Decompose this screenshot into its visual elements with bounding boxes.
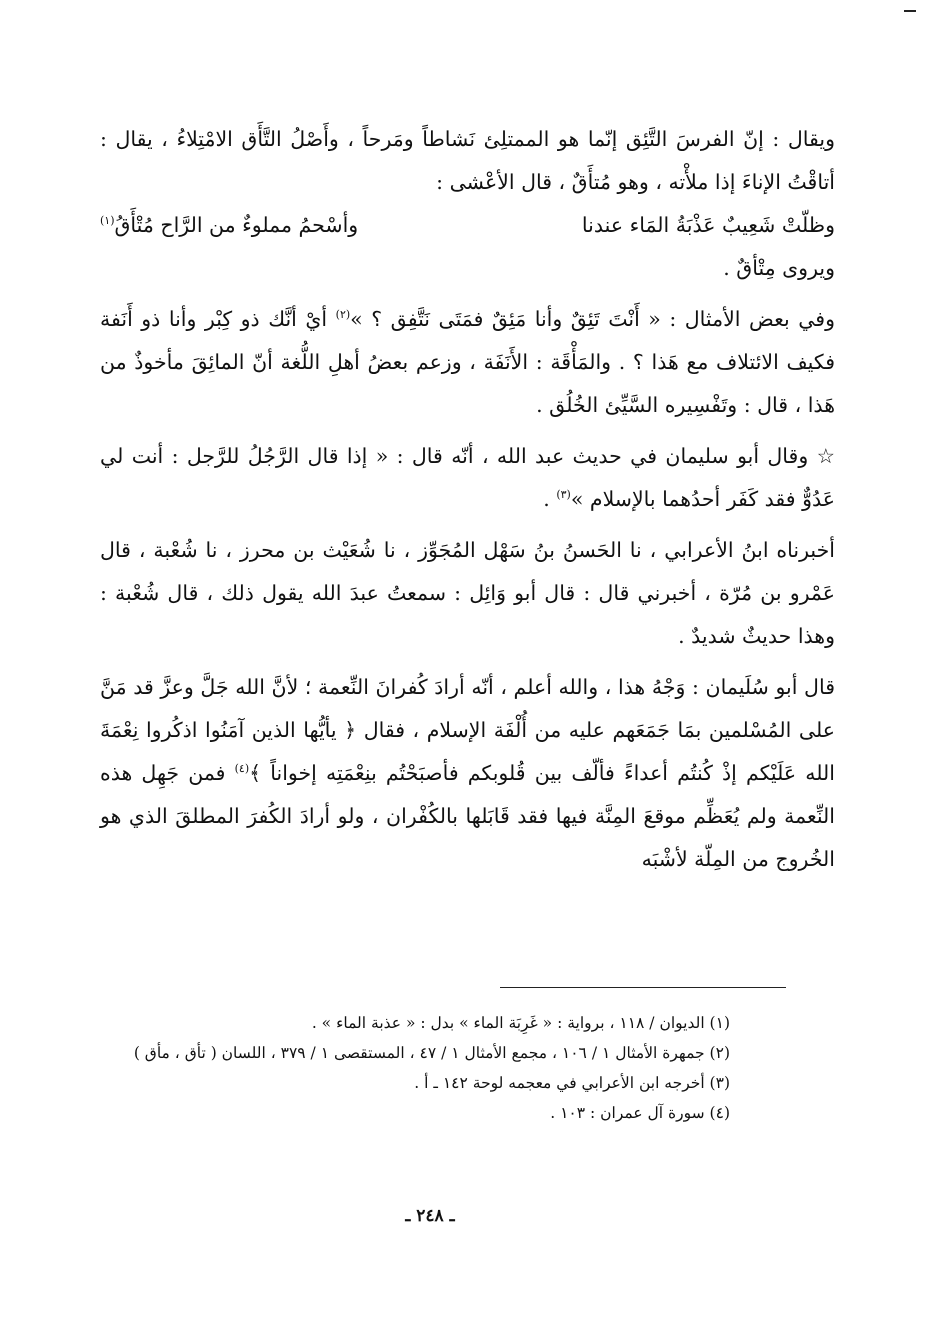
footnote-ref-4: (٤) bbox=[234, 762, 250, 776]
footnote-2: (٢) جمهرة الأمثال ١ / ١٠٦ ، مجمع الأمثال ١ / ٤٧ ، المستقصى ١ / ٣٧٩ ، اللسان ( تأق ، مأق ) bbox=[133, 1044, 730, 1062]
page-number: ـ ٢٤٨ ـ bbox=[405, 1206, 455, 1226]
footnotes bbox=[100, 1008, 730, 1128]
verse-hemistich-right: وظلّتْ شَعِيبٌ عَذْبَةُ المَاء عندنا bbox=[581, 213, 835, 237]
footnote-4: (٤) سورة آل عمران : ١٠٣ . bbox=[550, 1104, 730, 1122]
paragraph-5: أخبرناه ابنُ الأعرابي ، نا الحَسنُ بنُ سَهْل المُجَوِّز ، نا شُعَيْث بن محرز ، نا شُعْبة ، قال عَمْرو بن مُرّة ، أخبرني قال : قال أبو وَائِل : سمعتُ عبدَ الله يقول ذلك ، قال شُعْبة : وهذا حديثٌ شديدٌ . bbox=[100, 538, 835, 648]
verse-hemistich-left bbox=[100, 204, 358, 247]
footnote-separator bbox=[500, 987, 786, 988]
verse-left-text: وأسْحمُ مملوءٌ من الرَّاح مُتْأَقُ bbox=[114, 213, 359, 237]
paragraph-6 bbox=[100, 666, 835, 881]
main-text bbox=[100, 118, 835, 881]
footnote-1: (١) الديوان / ١١٨ ، برواية : « غَرِبَة الماء » بدل : « عذبة الماء » . bbox=[311, 1014, 730, 1032]
poetry-verse bbox=[100, 204, 835, 247]
paragraph-3-text-a: وفي بعض الأمثال : « أَنْتَ تَئِقٌ وأنا مَئِقٌ فمَتَى نَتَّفِق ؟ » bbox=[350, 307, 835, 331]
footnote-ref-2: (٢) bbox=[335, 308, 351, 322]
paragraph-1: ويقال : إنّ الفرسَ التَّئِق إنّما هو الممتلِئ نَشاطاً ومَرحاً ، وأَصْلُ التَّأَق الامْتِلاءُ ، يقال : أتاقْتُ الإناءَ إذا ملأْته ، وهو مُتأَقٌ ، قال الأعْشى : bbox=[100, 127, 835, 194]
corner-mark bbox=[904, 10, 916, 12]
paragraph-2: ويروى مِتْأقٌ . bbox=[723, 256, 835, 280]
footnote-3: (٣) أخرجه ابن الأعرابي في معجمه لوحة ١٤٢ ـ أ . bbox=[414, 1074, 730, 1092]
footnote-ref-1: (١) bbox=[100, 214, 115, 228]
paragraph-3-text-b: أيْ أنَّك ذو كِبْر وأنا ذو أَنَفة فكيف الائتلاف مع هَذا ؟ . والمَأْقَة : الأَنَفَة ، وزعم بعضُ أهلِ اللُّغة أنّ المائِقَ مأخوذٌ من هَذا ، قال : وتَفْسِيره السَّيِّئ الخُلُق . bbox=[100, 307, 835, 417]
paragraph-4-text-b: . bbox=[543, 487, 557, 511]
paragraph-6-text-a: قال أبو سُلَيمان : وَجْهُ هذا ، والله أعلم ، أنّه أرادَ كُفرانَ النِّعمة ؛ لأنَّ الله جَلَّ وعزَّ قد مَنَّ على المُسْلمين بمَا جَمَعَهم عليه من أُلْفَة الإسلام ، فقال ﴿ يأيُّها الذين آمَنُوا اذكُروا نِعْمَةَ الله عَلَيْكم إذْ كُنتُم أعداءً فألّف بين قُلوبكم فأصبَحْتُم بنِعْمَتِه إخواناً ﴾ bbox=[100, 675, 835, 785]
paragraph-6-text-b: فمن جَهِل هذه النِّعمة ولم يُعَظِّم موقعَ المِنَّة فيها فقد قَابَلها بالكُفْران ، ولو أرادَ الكُفرَ المطلقَ الذي هو الخُروج من المِلّة لأشْبَه bbox=[100, 761, 835, 871]
paragraph-4-text-a: ☆ وقال أبو سليمان في حديث عبد الله ، أنّه قال : « إذا قال الرَّجُلُ للرَّجل : أنت لي عَدُوٌّ فقد كَفَر أحدُهما بالإسلام » bbox=[100, 444, 835, 511]
footnote-ref-3: (٣) bbox=[556, 488, 571, 502]
paragraph-3 bbox=[100, 298, 835, 427]
paragraph-4 bbox=[100, 435, 835, 521]
